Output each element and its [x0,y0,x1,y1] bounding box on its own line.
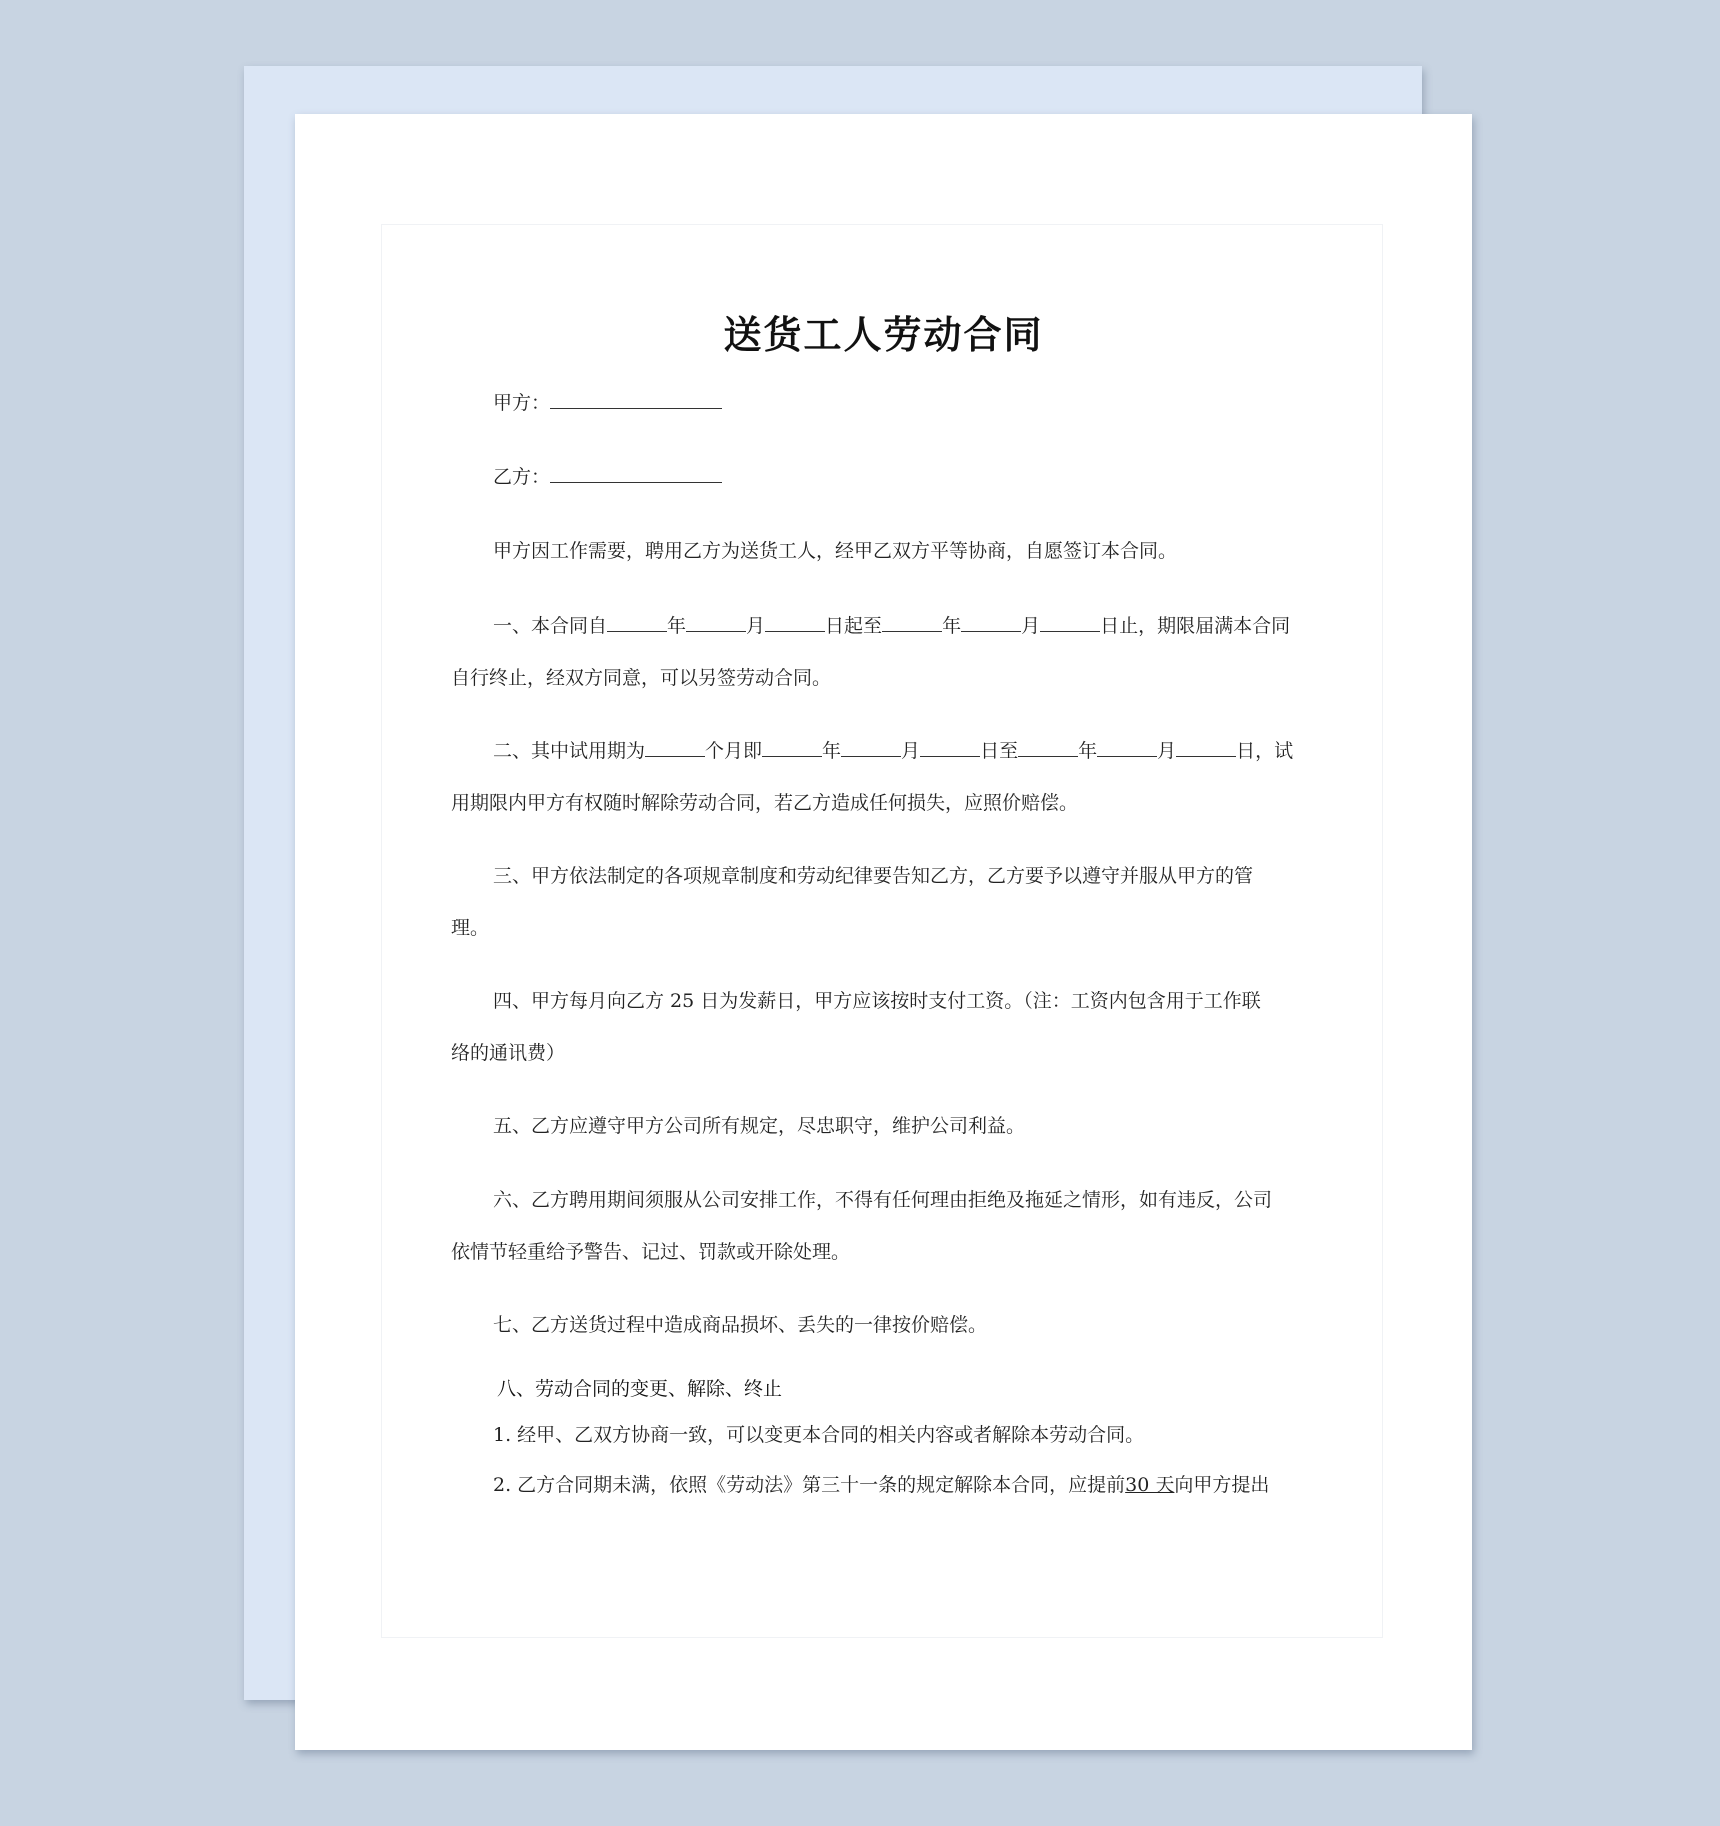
party-b-blank [550,481,722,483]
clause-6-line-2: 依情节轻重给予警告、记过、罚款或开除处理。 [451,1241,851,1263]
blank [961,630,1021,632]
clause-4-line-2: 络的通讯费） [451,1042,566,1064]
day-from-label: 日起至 [825,615,883,637]
months-label: 个月即 [705,740,763,762]
day-to-label: 日至 [980,740,1019,762]
day-to-label: 日止，期限届满本合同 [1100,615,1291,637]
clause-3-line-1: 三、甲方依法制定的各项规章制度和劳动纪律要告知乙方，乙方要予以遵守并服从甲方的管 [493,865,1254,887]
year-label: 年 [1078,740,1098,762]
document-page [295,114,1472,1750]
year-label: 年 [822,740,842,762]
clause-1-line-1 [493,611,1290,638]
party-b-label: 乙方： [493,466,551,488]
blank [762,755,822,757]
item-2-text: 2. 乙方合同期未满，依照《劳动法》第三十一条的规定解除本合同，应提前 [493,1474,1126,1496]
blank [841,755,901,757]
blank [607,630,667,632]
party-a-label: 甲方： [493,392,551,414]
section-8-item-1: 1. 经甲、乙双方协商一致，可以变更本合同的相关内容或者解除本劳动合同。 [493,1424,1145,1446]
section-8-item-2 [493,1470,1269,1497]
clause-6-line-1: 六、乙方聘用期间须服从公司安排工作，不得有任何理由拒绝及拖延之情形，如有违反，公司 [493,1189,1273,1211]
intro-paragraph: 甲方因工作需要，聘用乙方为送货工人，经甲乙双方平等协商，自愿签订本合同。 [493,540,1178,562]
clause-7: 七、乙方送货过程中造成商品损坏、丢失的一律按价赔偿。 [493,1314,988,1336]
document-title: 送货工人劳动合同 [723,312,1044,357]
party-a-blank [550,407,722,409]
blank [882,630,942,632]
month-label: 月 [901,740,921,762]
party-a-line [493,388,722,415]
blank [1040,630,1100,632]
clause-2-line-1 [493,736,1293,763]
notice-days: 30 天 [1125,1474,1175,1496]
clause-4-line-1: 四、甲方每月向乙方 25 日为发薪日，甲方应该按时支付工资。（注：工资内包含用于工作联 [493,990,1261,1012]
blank [645,755,705,757]
clause-1-prefix: 一、本合同自 [493,615,608,637]
blank [686,630,746,632]
month-label: 月 [1157,740,1177,762]
month-label: 月 [1021,615,1041,637]
year-label: 年 [942,615,962,637]
month-label: 月 [746,615,766,637]
blank [1097,755,1157,757]
party-b-line [493,462,722,489]
clause-3-line-2: 理。 [451,917,490,939]
clause-1-line-2: 自行终止，经双方同意，可以另签劳动合同。 [451,667,832,689]
blank [1018,755,1078,757]
blank [765,630,825,632]
section-8-heading: 八、劳动合同的变更、解除、终止 [497,1378,783,1400]
year-label: 年 [667,615,687,637]
clause-2-prefix: 二、其中试用期为 [493,740,646,762]
blank [920,755,980,757]
blank [1176,755,1236,757]
day-end-label: 日，试 [1236,740,1294,762]
clause-2-line-2: 用期限内甲方有权随时解除劳动合同，若乙方造成任何损失，应照价赔偿。 [451,792,1079,814]
item-2-tail: 向甲方提出 [1174,1474,1270,1496]
clause-5: 五、乙方应遵守甲方公司所有规定，尽忠职守，维护公司利益。 [493,1115,1026,1137]
